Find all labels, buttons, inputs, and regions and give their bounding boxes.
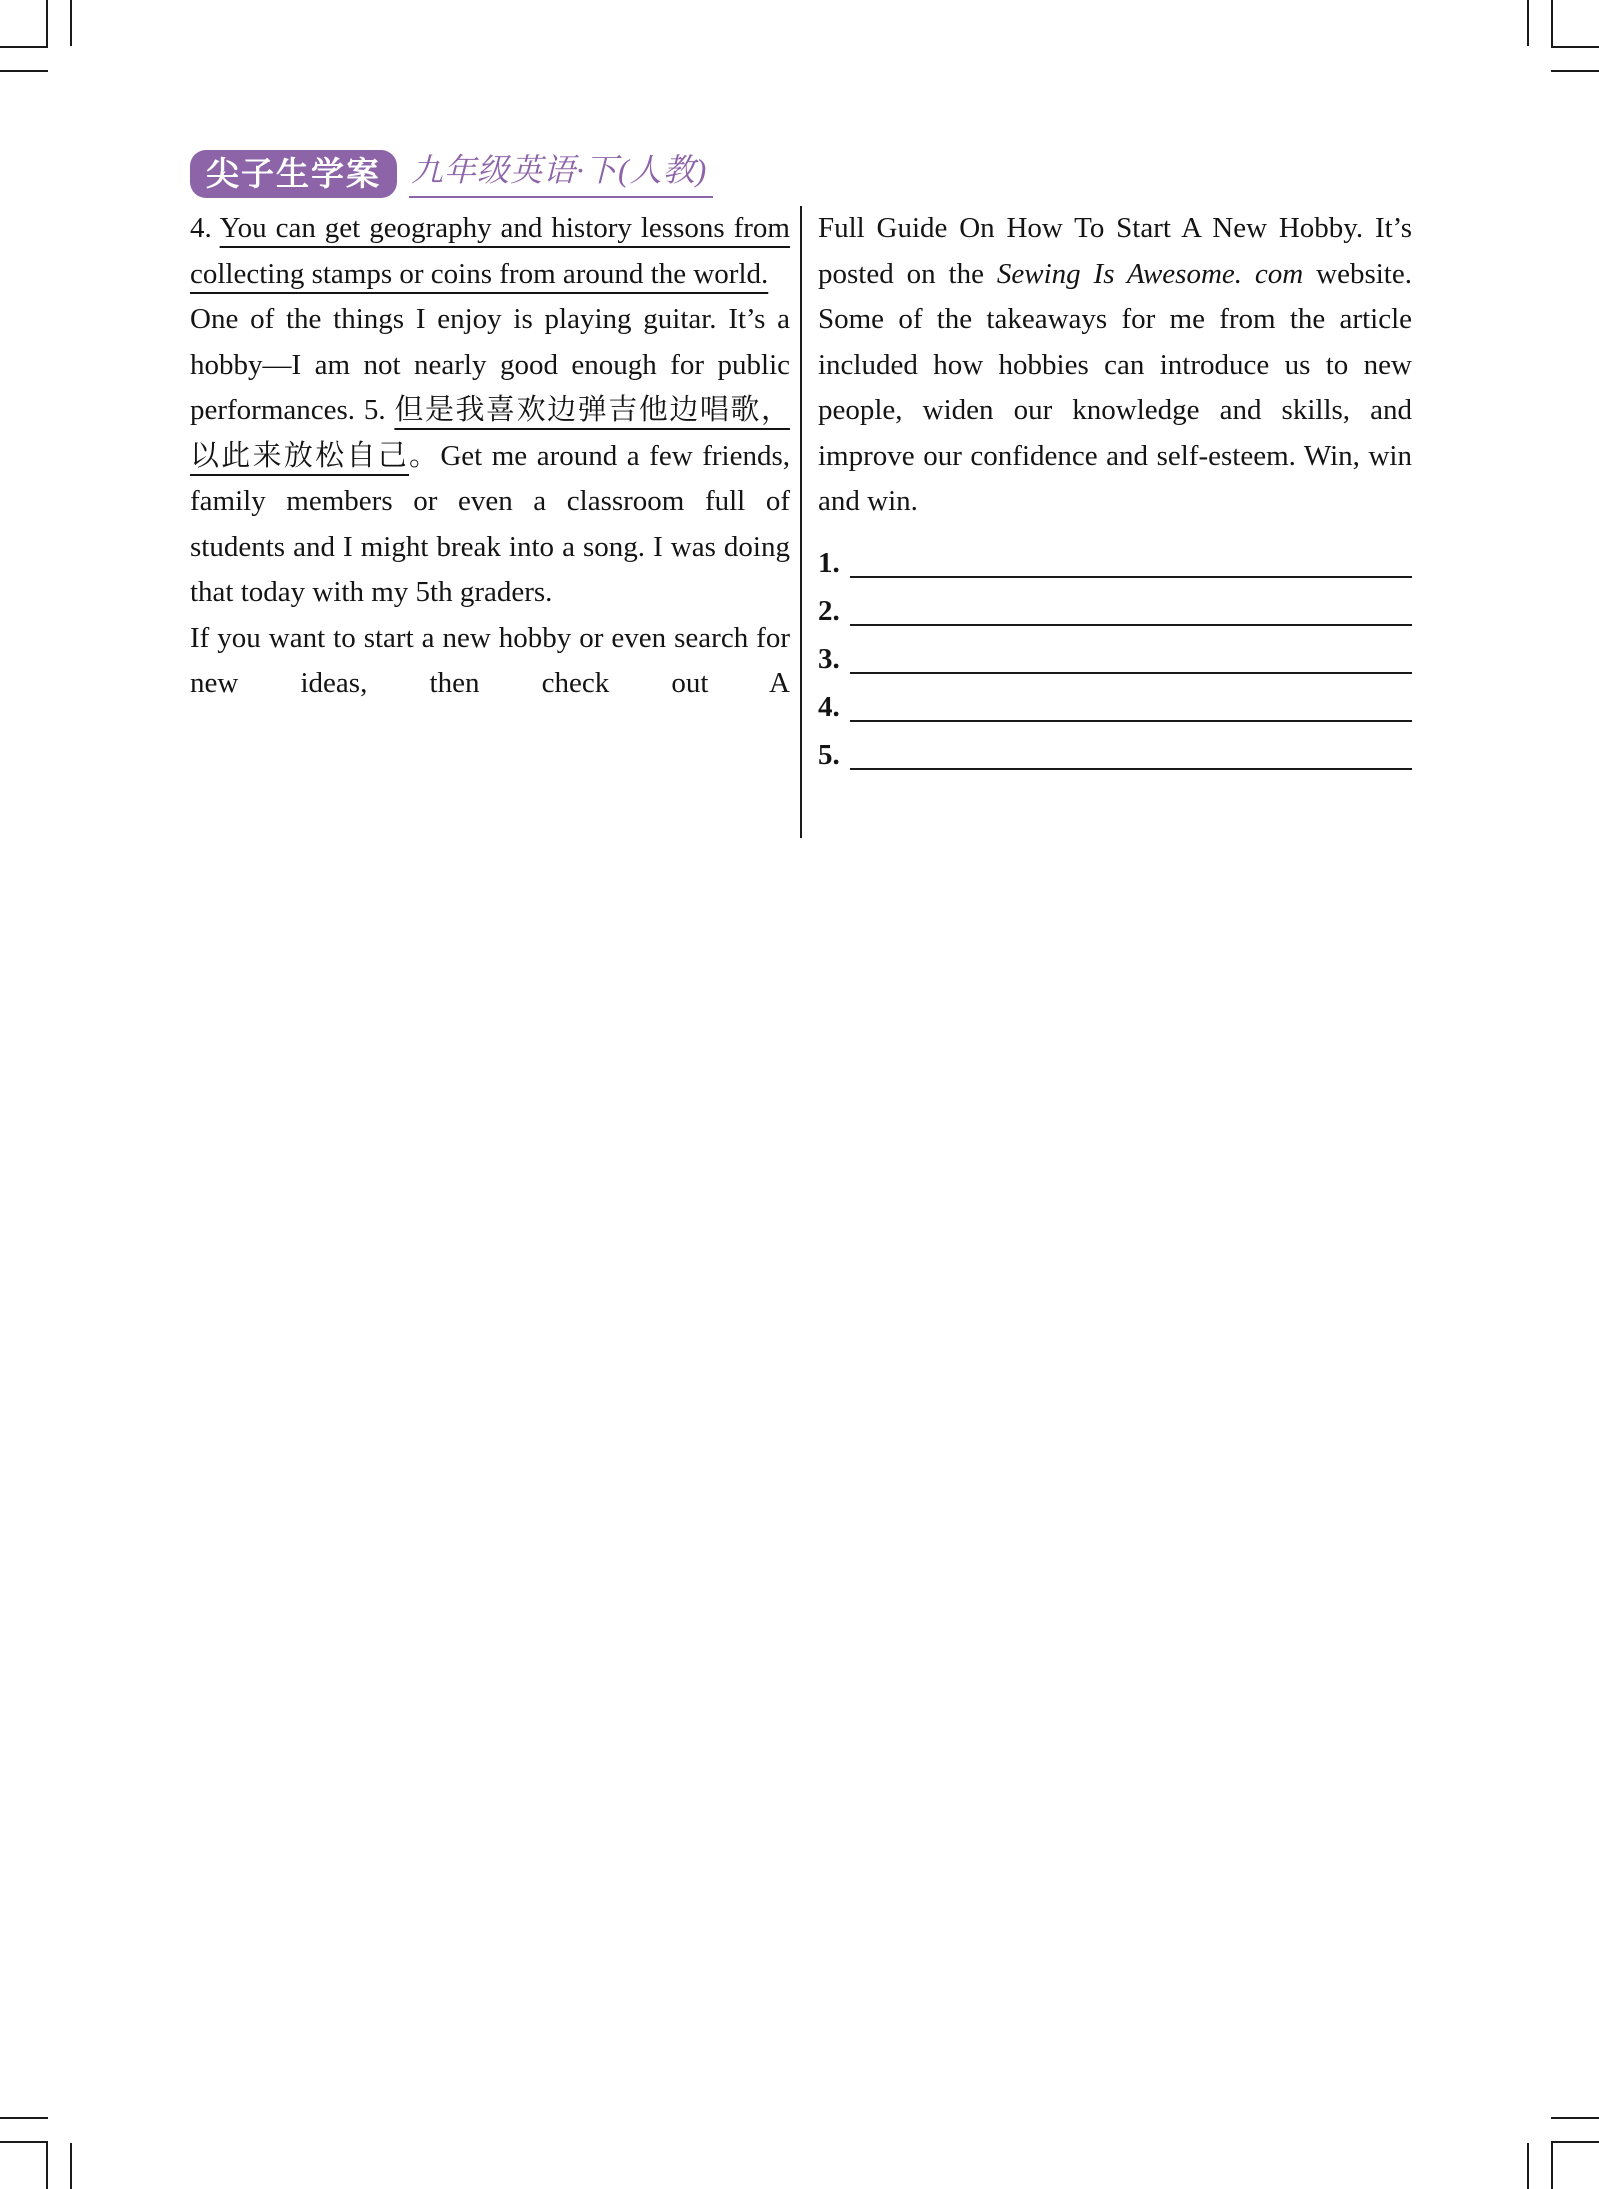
crop-mark-top-left-v1: [46, 0, 48, 46]
page-header: [190, 150, 713, 198]
series-badge: 尖子生学案: [190, 150, 397, 198]
answer-blank-line-2: [850, 596, 1412, 626]
edition-label: 九年级英语·下(人教): [409, 150, 713, 198]
crop-mark-top-right-h2: [1551, 70, 1599, 72]
answer-blank-row-3: [818, 631, 1412, 679]
crop-mark-bottom-right-v2: [1527, 2143, 1529, 2189]
item-4-number: 4.: [190, 212, 212, 244]
crop-mark-bottom-left-v1: [46, 2143, 48, 2189]
crop-mark-top-right-h1: [1551, 46, 1599, 48]
answer-blank-line-3: [850, 644, 1412, 674]
crop-mark-top-right-v1: [1551, 0, 1553, 46]
crop-mark-top-left-h1: [0, 46, 48, 48]
answer-blank-line-5: [850, 740, 1412, 770]
answer-blank-row-5: [818, 727, 1412, 775]
item-4-underlined-answer: You can get geography and history lessons from collecting stamps or coins from around the world.: [190, 212, 790, 290]
crop-mark-top-left-h2: [0, 70, 48, 72]
crop-mark-top-right-v2: [1527, 0, 1529, 46]
passage-paragraph-1: One of the things I enjoy is playing guitar. It’s a hobby—I am not nearly good enough for public performances. 5. 但是我喜欢边弹吉他边唱歌，以此来放松自己。Get me around a few friends, family members or even a classroom full of students and I might break into a song. I was doing that today with my 5th graders.: [190, 303, 790, 608]
answer-blank-number-4: 4.: [818, 690, 840, 723]
answer-blank-line-4: [850, 692, 1412, 722]
answer-blank-row-1: [818, 535, 1412, 583]
crop-mark-bottom-right-h1: [1551, 2141, 1599, 2143]
passage-paragraph-3: Full Guide On How To Start A New Hobby. It’s posted on the Sewing Is Awesome. com website. Some of the takeaways for me from the article included how hobbies can introduce us to new people, widen our knowledge and skills, and improve our confidence and self-esteem. Win, win and win.: [818, 212, 1412, 517]
crop-mark-bottom-right-v1: [1551, 2143, 1553, 2189]
answer-blank-number-2: 2.: [818, 594, 840, 627]
passage-paragraph-2: If you want to start a new hobby or even search for new ideas, then check out A: [190, 621, 790, 699]
translation-item-4: [190, 206, 790, 297]
crop-mark-bottom-left-v2: [70, 2143, 72, 2189]
crop-mark-bottom-left-h2: [0, 2117, 48, 2119]
answer-blank-line-1: [850, 548, 1412, 578]
answer-blank-number-1: 1.: [818, 546, 840, 579]
answer-blanks: [818, 535, 1412, 775]
left-column: [190, 206, 790, 707]
column-divider: [800, 206, 802, 838]
answer-blank-row-4: [818, 679, 1412, 727]
crop-mark-top-left-v2: [70, 0, 72, 46]
answer-blank-row-2: [818, 583, 1412, 631]
right-column: [818, 206, 1412, 775]
answer-blank-number-3: 3.: [818, 642, 840, 675]
crop-mark-bottom-right-h2: [1551, 2117, 1599, 2119]
answer-blank-number-5: 5.: [818, 738, 840, 771]
crop-mark-bottom-left-h1: [0, 2141, 48, 2143]
